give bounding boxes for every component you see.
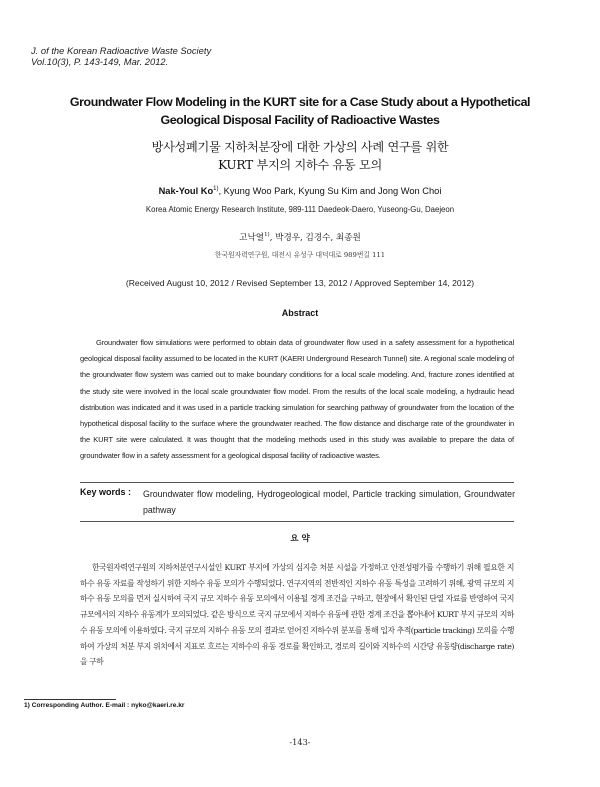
abstract-heading: Abstract bbox=[281, 308, 319, 318]
page-number: -143- bbox=[289, 737, 311, 747]
affiliation-korean: 한국원자력연구원, 대전시 유성구 대덕대로 989번길 111 bbox=[214, 251, 386, 259]
summary-korean-text: 한국원자력연구원의 지하처분연구시설인 KURT 부지에 가상의 심지층 처분 시설을 가정하고 안전성평가를 수행하기 위해 필요한 지하수 유동 자료를 작성하기 위한 지하수 유동 모의가 수행되었다. 연구지역의 전반적인 지하수 유동 특성을 고려하기 위해, 광역 규모의 지하수 유동 모의를 먼저 실시하여 국지 규모 지하수 유동 모의에서 이용될 경계 조건을 구하고, 현장에서 확인된 단열 자료를 반영하여 국지 규모에서의 지하수 유동계가 모의되었다. 같은 방식으로 국지 규모에서 지하수 유동에 관한 경계 조건을 뽑아내어 KURT 부지 규모의 지하수 유동 모의에 이용하였다. 국지 규모의 지하수 유동 모의 결과로 얻어진 지하수위 분포를 통해 입자 추적(particle tracking) 모의를 수행하여 가상의 처분 부지 위치에서 지표로 흐르는 지하수의 유동 경로를 확인하고, 경로의 길이와 지하수의 시간당 유동량(discharge rate)을 구하 bbox=[80, 563, 514, 667]
author-footnote-mark: 1) bbox=[213, 186, 219, 192]
title-korean-line1: 방사성폐기물 지하처분장에 대한 가상의 사례 연구를 위한 bbox=[151, 140, 449, 154]
corresponding-author: Nak-Youl Ko bbox=[158, 186, 214, 197]
keywords-rule-bottom bbox=[80, 521, 514, 522]
affiliation-english: Korea Atomic Energy Research Institute, 989-111 Daedeok-Daero, Yuseong-Gu, Daejeon bbox=[145, 205, 455, 214]
footnote-email: nyko@kaeri.re.kr bbox=[131, 702, 185, 709]
keywords-text: Groundwater flow modeling, Hydrogeological model, Particle tracking simulation, Groundwater pathway bbox=[143, 489, 515, 515]
title-korean bbox=[60, 138, 540, 174]
journal-citation bbox=[31, 45, 211, 67]
footnote-label: 1) Corresponding Author. E-mail : bbox=[24, 702, 130, 709]
summary-heading: 요 약 bbox=[290, 534, 310, 544]
keywords-label: Key words : bbox=[80, 487, 132, 497]
footnote bbox=[24, 702, 184, 709]
authors-korean bbox=[0, 231, 600, 243]
received-dates: (Received August 10, 2012 / Revised September 13, 2012 / Approved September 14, 2012) bbox=[125, 278, 475, 288]
title-english: Groundwater Flow Modeling in the KURT site for a Case Study about a Hypothetical Geological Disposal Facility of Radioactive Wastes bbox=[69, 95, 531, 127]
keywords-rule-top bbox=[80, 482, 514, 483]
abstract-text: Groundwater flow simulations were performed to obtain data of groundwater flow used in a safety assessment for a hypothetical geological disposal facility assumed to be located in the KURT (KAERI Underground Research Tunnel) site. A regional scale modeling of the groundwater flow system was carried out to make boundary conditions for a local scale modeling. And, fracture zones identified at the study site were involved in the local scale groundwater flow model. From the results of the local scale modeling, a hydraulic head distribution was indicated and it was used in a particle tracking simulation for searching pathway of groundwater from the location of the hypothetical disposal facility to the surface where the groundwater reached. The flow distance and discharge rate of the groundwater in the KURT site were calculated. It was thought that the modeling methods used in this study was available to prepare the data of groundwater flow in a safety assessment for a geological disposal facility of radioactive wastes. bbox=[80, 338, 514, 461]
journal-name: J. of the Korean Radioactive Waste Society bbox=[31, 45, 212, 56]
corresponding-author-ko: 고낙열 bbox=[239, 233, 265, 243]
co-authors: , Kyung Woo Park, Kyung Su Kim and Jong Won Choi bbox=[218, 186, 442, 197]
authors-english bbox=[0, 186, 600, 196]
author-footnote-mark-ko: 1) bbox=[264, 232, 270, 239]
footnote-rule bbox=[24, 699, 116, 700]
title-korean-line2: KURT 부지의 지하수 유동 모의 bbox=[218, 158, 382, 172]
journal-volume: Vol.10(3), P. 143-149, Mar. 2012. bbox=[31, 56, 169, 67]
co-authors-ko: , 박경우, 김경수, 최종원 bbox=[269, 233, 361, 243]
